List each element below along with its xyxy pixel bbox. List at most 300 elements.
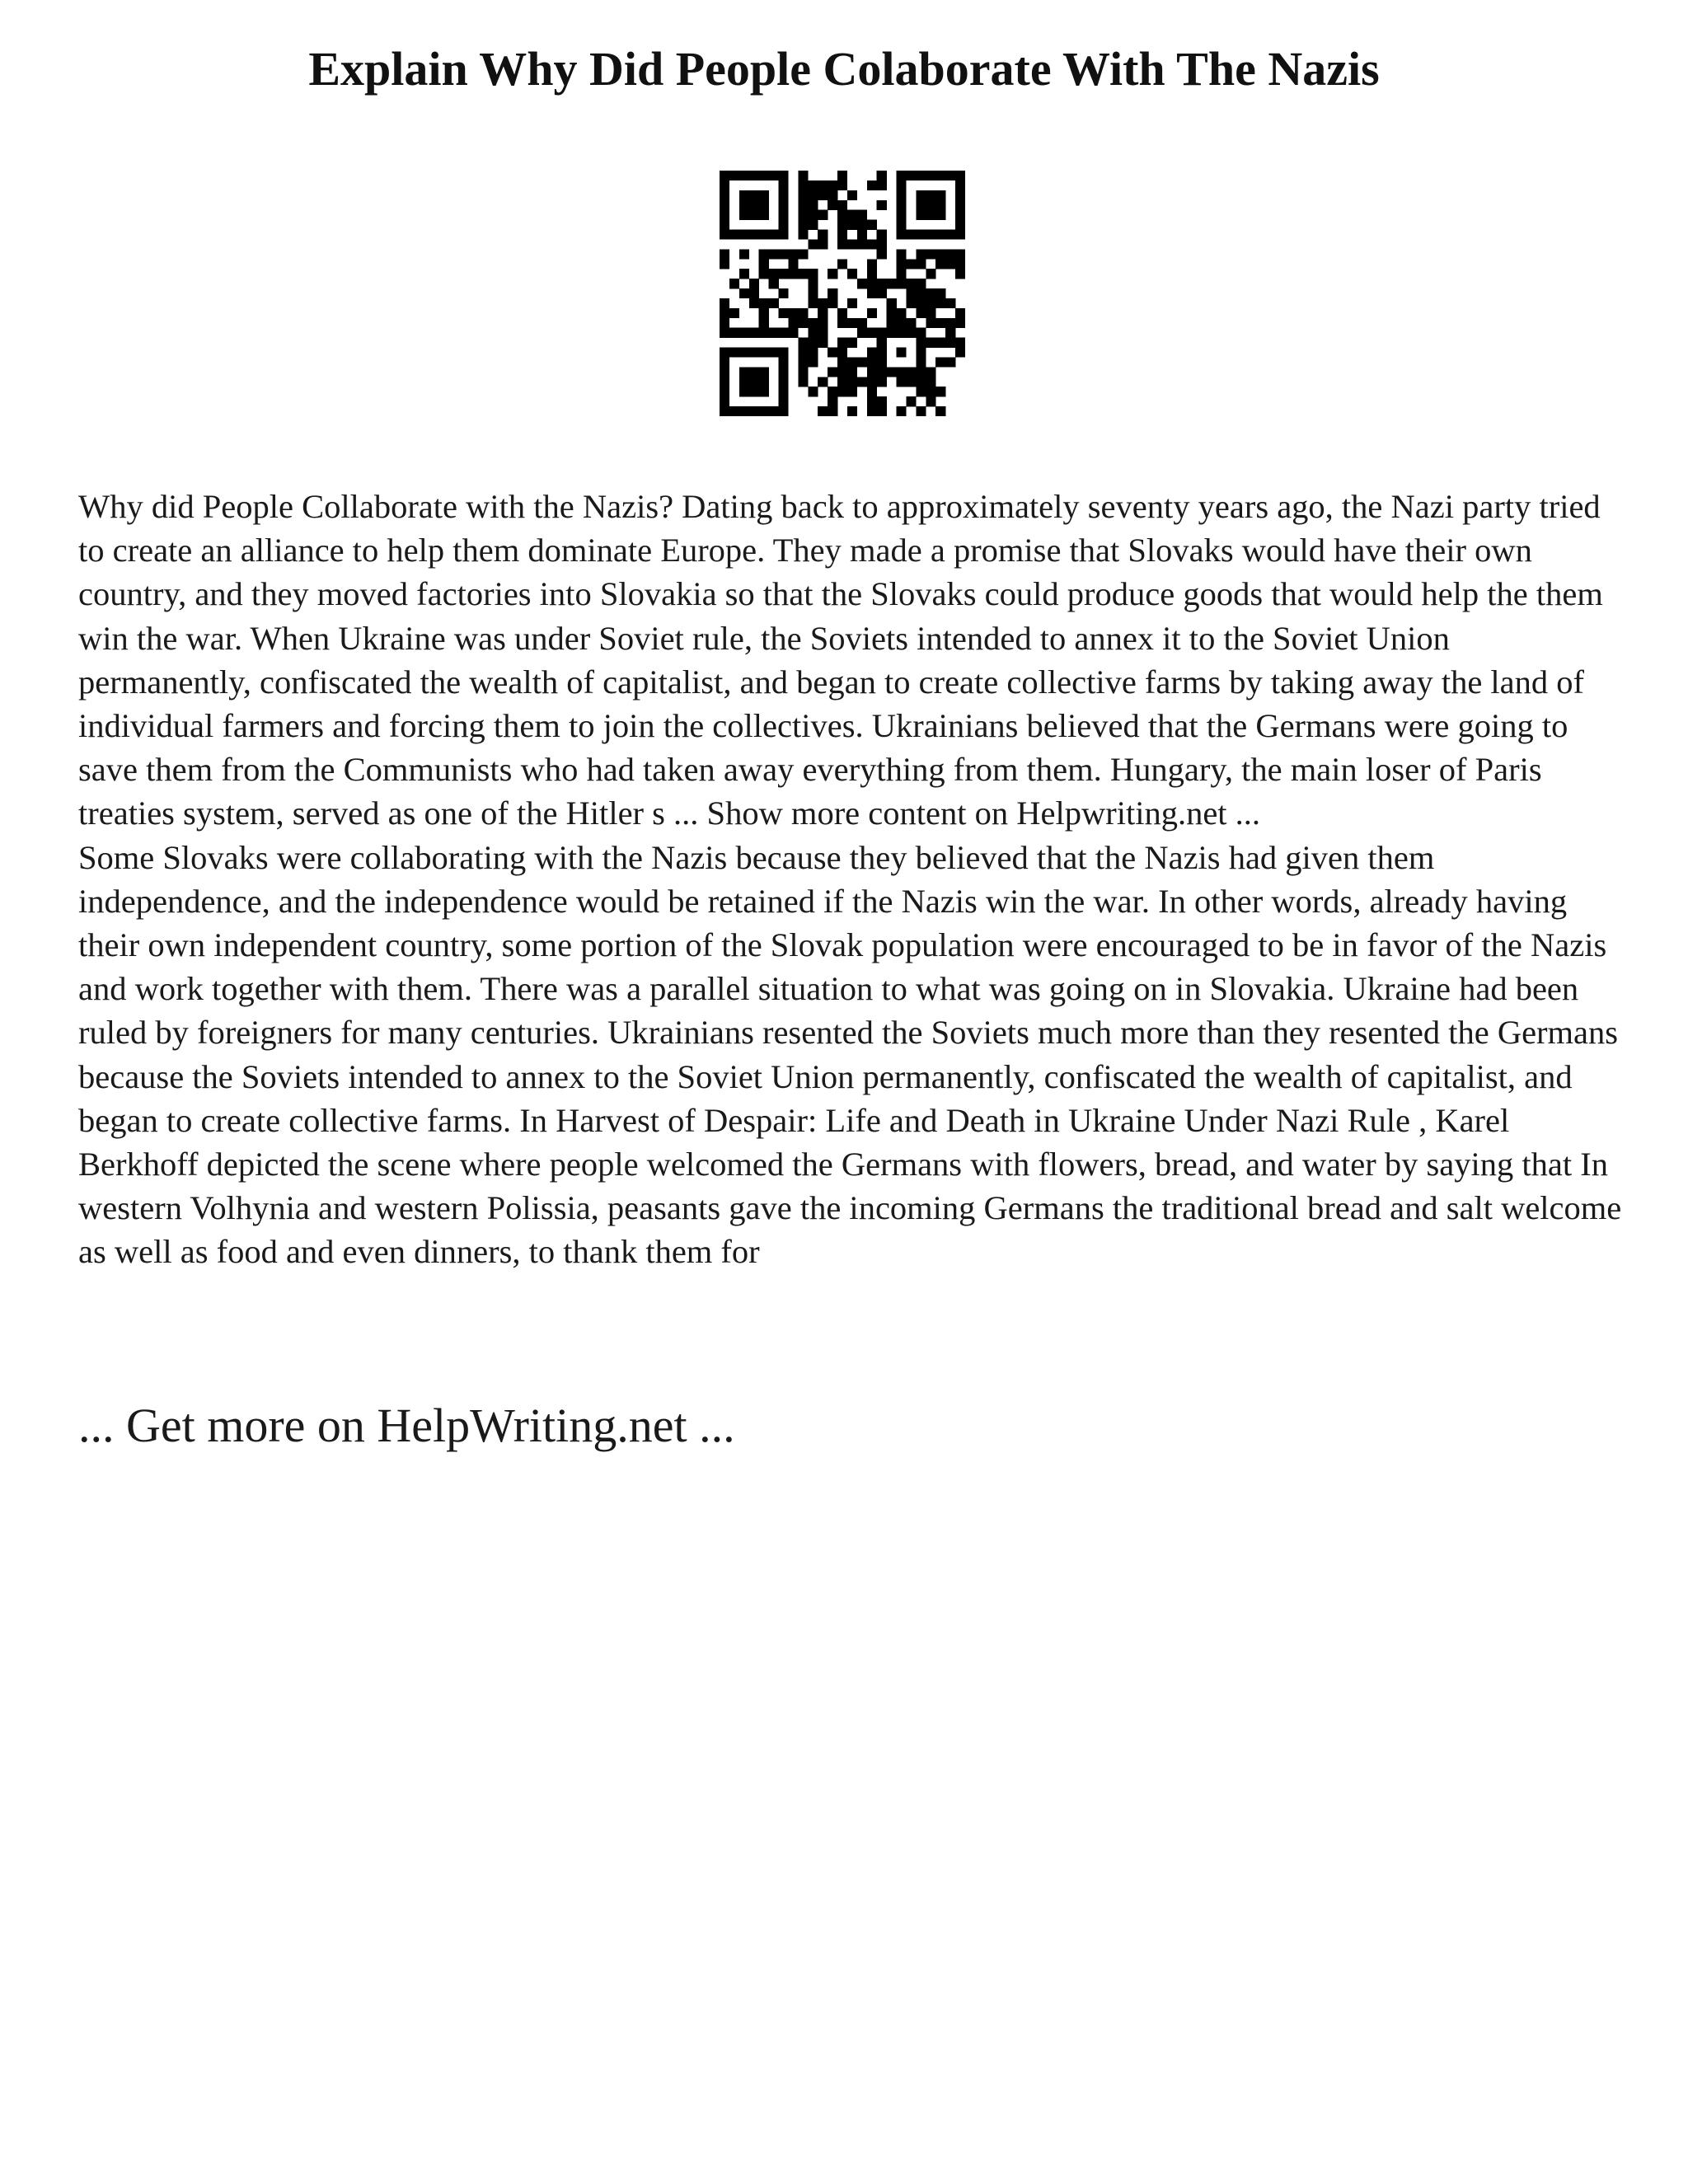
qr-module xyxy=(788,269,798,279)
qr-module xyxy=(887,298,897,308)
qr-module xyxy=(897,171,907,180)
qr-module xyxy=(897,190,907,200)
qr-module xyxy=(887,308,897,318)
qr-module xyxy=(857,239,867,249)
qr-module xyxy=(828,298,837,308)
qr-module xyxy=(867,377,877,387)
qr-module xyxy=(847,357,857,367)
qr-module xyxy=(897,406,907,416)
qr-module xyxy=(916,367,926,377)
qr-module xyxy=(945,230,955,240)
qr-module xyxy=(955,190,965,200)
qr-module xyxy=(847,239,857,249)
qr-module xyxy=(759,190,769,200)
qr-module xyxy=(759,377,769,387)
qr-module xyxy=(798,269,808,279)
qr-module xyxy=(808,200,818,210)
qr-module xyxy=(818,210,828,220)
qr-module xyxy=(926,171,935,180)
qr-module xyxy=(749,387,759,396)
qr-module xyxy=(808,288,818,298)
qr-module xyxy=(779,180,789,190)
qr-module xyxy=(897,220,907,230)
qr-module xyxy=(828,396,837,406)
qr-module xyxy=(887,328,897,338)
qr-module xyxy=(955,180,965,190)
qr-module xyxy=(779,171,789,180)
qr-module xyxy=(720,318,729,328)
qr-module xyxy=(749,406,759,416)
qr-module xyxy=(828,367,837,377)
qr-module xyxy=(955,249,965,259)
qr-module xyxy=(837,338,847,348)
qr-module xyxy=(916,357,926,367)
get-more-link[interactable]: ... Get more on HelpWriting.net ... xyxy=(78,1399,735,1452)
qr-module xyxy=(808,220,818,230)
qr-module xyxy=(808,210,818,220)
qr-module xyxy=(739,377,749,387)
qr-module xyxy=(798,200,808,210)
qr-module xyxy=(877,279,887,288)
qr-module xyxy=(867,279,877,288)
qr-module xyxy=(798,249,808,259)
qr-module xyxy=(837,367,847,377)
qr-module xyxy=(837,377,847,387)
qr-module xyxy=(749,230,759,240)
qr-module xyxy=(749,279,759,288)
qr-module xyxy=(867,239,877,249)
qr-module xyxy=(749,348,759,358)
qr-module xyxy=(837,200,847,210)
qr-module xyxy=(837,348,847,358)
qr-module xyxy=(935,259,945,269)
qr-module xyxy=(808,269,818,279)
qr-module xyxy=(867,220,877,230)
qr-module xyxy=(828,269,837,279)
paragraph-2: Some Slovaks were collaborating with the Nazis because they believed that the Nazis had given them independence, and the independence would be retained if the Nazis win the war. In other words, already having their own independent country, some portion of the Slovak population were encouraged to be in favor of the Nazis and work together with them. There was a parallel situation to what was going on in Slovakia. Ukraine had been ruled by foreigners for many centuries. Ukrainians resented the Soviets much more than they resented the Germans because the Soviets intended to annex to the Soviet Union permanently, confiscated the wealth of capitalist, and began to create collective farms. In Harvest of Despair: Life and Death in Ukraine Under Nazi Rule , Karel Berkhoff depicted the scene where people welcomed the Germans with flowers, bread, and water by saying that In western Volhynia and western Polissia, peasants gave the incoming Germans the traditional bread and salt welcome as well as food and even dinners, to thank them for xyxy=(78,838,1622,1271)
qr-module xyxy=(877,396,887,406)
qr-module xyxy=(749,210,759,220)
qr-module xyxy=(759,406,769,416)
qr-module xyxy=(926,210,935,220)
qr-module xyxy=(808,387,818,396)
qr-module xyxy=(916,338,926,348)
qr-module xyxy=(837,387,847,396)
qr-module xyxy=(945,328,955,338)
qr-module xyxy=(828,387,837,396)
qr-module xyxy=(847,338,857,348)
qr-module xyxy=(798,220,808,230)
qr-module xyxy=(916,406,926,416)
qr-module xyxy=(818,239,828,249)
qr-module xyxy=(837,259,847,269)
qr-module xyxy=(798,377,808,387)
qr-module xyxy=(779,249,789,259)
qr-module xyxy=(769,406,779,416)
qr-module xyxy=(779,387,789,396)
qr-module xyxy=(867,328,877,338)
qr-module xyxy=(955,318,965,328)
qr-module xyxy=(720,200,729,210)
qr-module xyxy=(916,308,926,318)
qr-module xyxy=(955,230,965,240)
qr-module xyxy=(906,318,916,328)
qr-module xyxy=(729,348,739,358)
qr-module xyxy=(739,190,749,200)
qr-module xyxy=(867,259,877,269)
qr-module xyxy=(867,288,877,298)
qr-module xyxy=(808,279,818,288)
qr-module xyxy=(788,318,798,328)
qr-module xyxy=(926,190,935,200)
qr-module xyxy=(788,308,798,318)
qr-module xyxy=(955,348,965,358)
qr-module xyxy=(837,171,847,180)
qr-module xyxy=(729,308,739,318)
qr-module xyxy=(916,348,926,358)
qr-module xyxy=(769,298,779,308)
qr-module xyxy=(720,308,729,318)
qr-module xyxy=(837,318,847,328)
qr-module xyxy=(857,318,867,328)
qr-module xyxy=(897,328,907,338)
qr-module xyxy=(897,180,907,190)
qr-module xyxy=(739,249,749,259)
qr-module xyxy=(916,288,926,298)
qr-module xyxy=(945,171,955,180)
qr-module xyxy=(769,348,779,358)
qr-module xyxy=(720,396,729,406)
qr-module xyxy=(749,367,759,377)
qr-module xyxy=(847,377,857,387)
qr-module xyxy=(847,318,857,328)
qr-module xyxy=(955,220,965,230)
qr-module xyxy=(945,298,955,308)
qr-module xyxy=(955,200,965,210)
qr-module xyxy=(798,308,808,318)
qr-module xyxy=(926,338,935,348)
qr-module xyxy=(759,387,769,396)
qr-module xyxy=(779,367,789,377)
qr-module xyxy=(857,279,867,288)
qr-module xyxy=(877,171,887,180)
qr-module xyxy=(828,180,837,190)
qr-module xyxy=(867,387,877,396)
qr-module xyxy=(935,210,945,220)
qr-module xyxy=(916,190,926,200)
qr-module xyxy=(945,338,955,348)
qr-module xyxy=(739,367,749,377)
qr-module xyxy=(887,279,897,288)
qr-module xyxy=(739,269,749,279)
qr-module xyxy=(837,239,847,249)
qr-module xyxy=(916,230,926,240)
qr-module xyxy=(779,357,789,367)
qr-module xyxy=(945,357,955,367)
qr-module xyxy=(935,298,945,308)
qr-module xyxy=(847,298,857,308)
qr-module xyxy=(808,328,818,338)
qr-module xyxy=(935,357,945,367)
qr-module xyxy=(926,396,935,406)
qr-module xyxy=(935,249,945,259)
qr-module xyxy=(729,230,739,240)
qr-module xyxy=(720,230,729,240)
qr-module xyxy=(739,210,749,220)
qr-module xyxy=(759,308,769,318)
qr-module xyxy=(916,249,926,259)
qr-module xyxy=(739,387,749,396)
qr-module xyxy=(857,220,867,230)
qr-module xyxy=(779,210,789,220)
qr-module xyxy=(808,318,818,328)
qr-module xyxy=(818,180,828,190)
qr-module xyxy=(847,387,857,396)
qr-module xyxy=(720,298,729,308)
qr-module xyxy=(779,328,789,338)
qr-module xyxy=(926,308,935,318)
qr-module xyxy=(935,406,945,416)
qr-module xyxy=(739,171,749,180)
qr-module xyxy=(788,249,798,259)
qr-module xyxy=(926,377,935,387)
qr-module xyxy=(837,220,847,230)
qr-module xyxy=(779,406,789,416)
qr-module xyxy=(877,288,887,298)
qr-module xyxy=(749,190,759,200)
qr-module xyxy=(916,377,926,387)
qr-module xyxy=(779,348,789,358)
qr-module xyxy=(828,348,837,358)
qr-module xyxy=(759,210,769,220)
qr-module xyxy=(749,171,759,180)
qr-module xyxy=(720,171,729,180)
qr-module xyxy=(759,171,769,180)
qr-module xyxy=(798,338,808,348)
qr-module xyxy=(906,259,916,269)
qr-module xyxy=(906,230,916,240)
qr-module xyxy=(769,171,779,180)
qr-module xyxy=(739,348,749,358)
qr-module xyxy=(877,230,887,240)
qr-module xyxy=(749,288,759,298)
qr-module xyxy=(847,190,857,200)
qr-module xyxy=(857,210,867,220)
qr-module xyxy=(808,357,818,367)
qr-module xyxy=(729,171,739,180)
qr-module xyxy=(935,387,945,396)
qr-module xyxy=(720,180,729,190)
qr-module xyxy=(779,220,789,230)
qr-module xyxy=(916,200,926,210)
qr-module xyxy=(818,328,828,338)
qr-module xyxy=(857,328,867,338)
article-body xyxy=(78,485,1628,1274)
qr-module xyxy=(788,328,798,338)
qr-module xyxy=(847,269,857,279)
qr-module xyxy=(887,367,897,377)
document-title: Explain Why Did People Colaborate With The Nazis xyxy=(308,42,1380,96)
qr-module xyxy=(720,220,729,230)
qr-module xyxy=(877,200,887,210)
qr-module xyxy=(955,269,965,279)
qr-module xyxy=(945,318,955,328)
qr-module xyxy=(739,200,749,210)
qr-module xyxy=(897,367,907,377)
qr-module xyxy=(877,239,887,249)
qr-module xyxy=(877,357,887,367)
qr-module xyxy=(818,190,828,200)
qr-module xyxy=(720,328,729,338)
qr-module xyxy=(818,298,828,308)
qr-module xyxy=(720,190,729,200)
qr-module xyxy=(926,387,935,396)
paragraph-1: Why did People Collaborate with the Nazis? Dating back to approximately seventy years ago, the Nazi party tried to create an alliance to help them dominate Europe. They made a promise that Slovaks would have their own country, and they moved factories into Slovakia so that the Slovaks could produce goods that would help the them win the war. When Ukraine was under Soviet rule, the Soviets intended to annex it to the Soviet Union permanently, confiscated the wealth of capitalist, and began to create collective farms by taking away the land of individual farmers and forcing them to join the collectives. Ukrainians believed that the Germans were going to save them from the Communists who had taken away everything from them. Hungary, the main loser of Paris treaties system, served as one of the Hitler s ... Show more content on Helpwriting.net ... xyxy=(78,488,1603,832)
qr-module xyxy=(759,249,769,259)
qr-module xyxy=(916,259,926,269)
qr-module xyxy=(867,396,877,406)
qr-module xyxy=(906,279,916,288)
qr-module xyxy=(798,210,808,220)
qr-module xyxy=(779,269,789,279)
qr-module xyxy=(945,259,955,269)
qr-module xyxy=(729,328,739,338)
qr-module xyxy=(867,308,877,318)
qr-module xyxy=(935,171,945,180)
qr-module xyxy=(955,210,965,220)
qr-module xyxy=(808,338,818,348)
qr-module xyxy=(906,396,916,406)
qr-module xyxy=(897,269,907,279)
qr-module xyxy=(897,249,907,259)
qr-module xyxy=(877,338,887,348)
qr-module xyxy=(818,338,828,348)
qr-module xyxy=(788,259,798,269)
qr-module xyxy=(867,357,877,367)
qr-module xyxy=(897,348,907,358)
qr-module xyxy=(779,190,789,200)
qr-module xyxy=(857,230,867,240)
qr-module xyxy=(926,200,935,210)
qr-module xyxy=(857,357,867,367)
qr-module xyxy=(720,259,729,269)
qr-module xyxy=(887,318,897,328)
qr-module xyxy=(720,367,729,377)
qr-module xyxy=(808,348,818,358)
qr-module xyxy=(837,180,847,190)
qr-module xyxy=(935,318,945,328)
qr-module xyxy=(779,288,789,298)
qr-module xyxy=(906,328,916,338)
qr-module xyxy=(897,318,907,328)
qr-module xyxy=(798,357,808,367)
qr-module xyxy=(749,328,759,338)
qr-module xyxy=(837,357,847,367)
qr-module xyxy=(926,249,935,259)
qr-module xyxy=(808,180,818,190)
qr-module xyxy=(828,200,837,210)
qr-module xyxy=(779,230,789,240)
qr-module xyxy=(720,249,729,259)
qr-module xyxy=(867,180,877,190)
qr-module xyxy=(945,249,955,259)
qr-module xyxy=(828,288,837,298)
qr-module xyxy=(759,318,769,328)
qr-module xyxy=(779,377,789,387)
qr-module xyxy=(769,269,779,279)
qr-module xyxy=(935,230,945,240)
qr-module xyxy=(720,377,729,387)
qr-module xyxy=(749,377,759,387)
qr-module xyxy=(926,318,935,328)
qr-code-icon xyxy=(720,171,965,416)
qr-module xyxy=(759,269,769,279)
qr-module xyxy=(759,348,769,358)
qr-module xyxy=(808,298,818,308)
qr-module xyxy=(759,367,769,377)
qr-module xyxy=(916,298,926,308)
qr-module xyxy=(877,328,887,338)
qr-module xyxy=(935,338,945,348)
qr-module xyxy=(926,288,935,298)
qr-module xyxy=(955,338,965,348)
qr-module xyxy=(808,190,818,200)
qr-module xyxy=(916,328,926,338)
qr-module xyxy=(916,387,926,396)
qr-module xyxy=(916,171,926,180)
qr-module xyxy=(769,279,779,288)
qr-module xyxy=(906,367,916,377)
qr-module xyxy=(739,406,749,416)
qr-module xyxy=(759,230,769,240)
qr-module xyxy=(798,367,808,377)
qr-module xyxy=(798,180,808,190)
qr-module xyxy=(897,377,907,387)
qr-module xyxy=(808,239,818,249)
qr-module xyxy=(769,328,779,338)
qr-module xyxy=(847,210,857,220)
qr-module xyxy=(955,259,965,269)
qr-module xyxy=(769,230,779,240)
qr-module xyxy=(720,210,729,220)
qr-module xyxy=(935,200,945,210)
qr-module xyxy=(818,377,828,387)
qr-module xyxy=(877,377,887,387)
qr-module xyxy=(897,279,907,288)
qr-module xyxy=(867,367,877,377)
qr-module xyxy=(847,367,857,377)
qr-module xyxy=(955,308,965,318)
qr-module xyxy=(926,367,935,377)
qr-module xyxy=(720,387,729,396)
qr-module xyxy=(897,259,907,269)
qr-module xyxy=(867,406,877,416)
qr-module xyxy=(837,230,847,240)
qr-module xyxy=(906,377,916,387)
qr-module xyxy=(798,318,808,328)
qr-module xyxy=(867,269,877,279)
qr-module xyxy=(720,348,729,358)
qr-module xyxy=(935,288,945,298)
qr-module xyxy=(798,171,808,180)
qr-module xyxy=(779,396,789,406)
qr-module xyxy=(935,190,945,200)
qr-module xyxy=(818,406,828,416)
qr-module xyxy=(847,220,857,230)
qr-module xyxy=(739,288,749,298)
qr-module xyxy=(897,200,907,210)
qr-module xyxy=(798,348,808,358)
